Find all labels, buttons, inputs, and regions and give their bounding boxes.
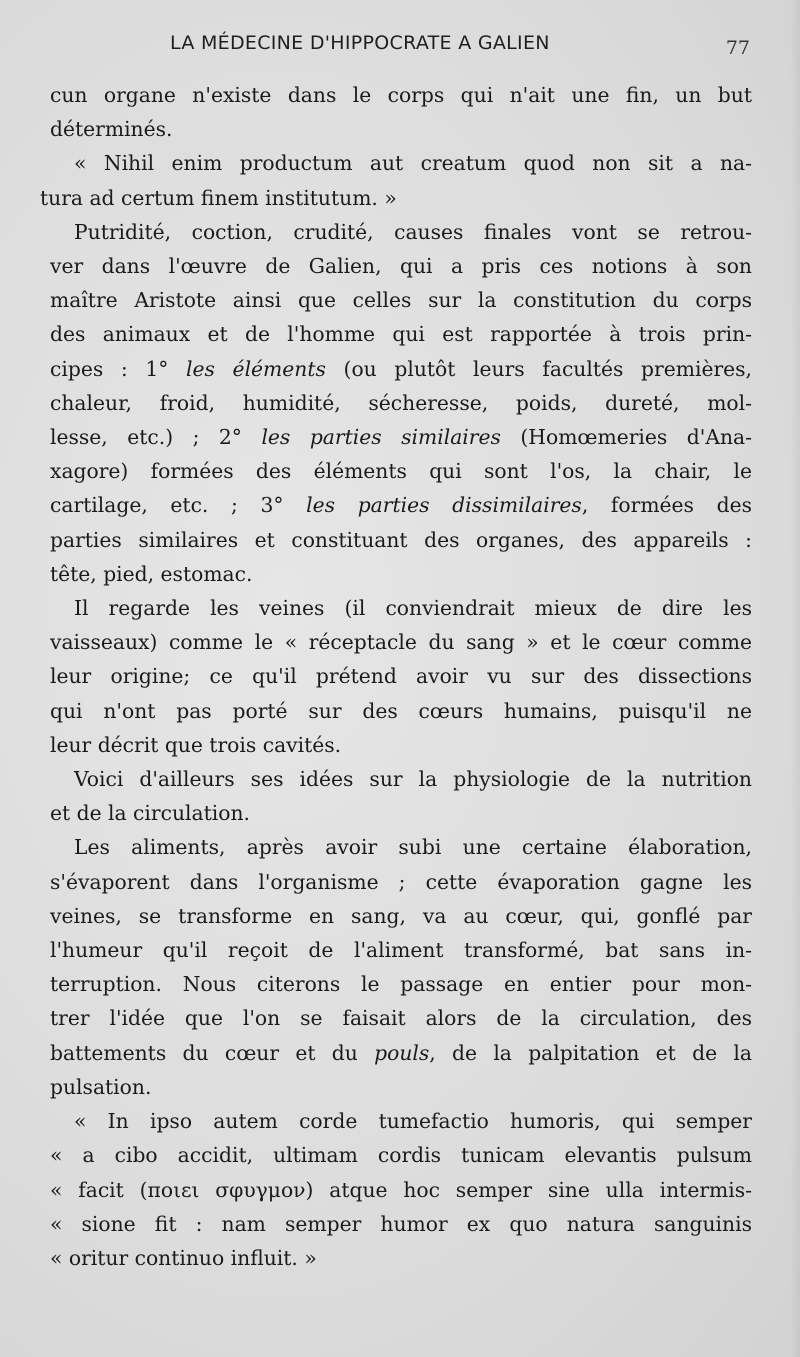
text-line: « In ipso autem corde tumefactio humoris, qui semper — [74, 1109, 752, 1134]
text-line: ver dans l'œuvre de Galien, qui a pris ces notions à son — [50, 254, 752, 279]
text-line: terruption. Nous citerons le passage en entier pour mon- — [50, 972, 752, 997]
text-line: trer l'idée que l'on se faisait alors de la circulation, des — [50, 1006, 752, 1031]
text-line: leur origine; ce qu'il prétend avoir vu sur des dissections — [50, 664, 752, 689]
text-line: « Nihil enim productum aut creatum quod non sit a na- — [74, 151, 752, 176]
text-line: veines, se transforme en sang, va au cœur, qui, gonflé par — [50, 903, 752, 928]
text-line: parties similaires et constituant des organes, des appareils : — [50, 527, 752, 552]
running-header — [170, 32, 770, 62]
text-line: « a cibo accidit, ultimam cordis tunicam elevantis pulsum — [50, 1143, 752, 1168]
text-line: vaisseaux) comme le « réceptacle du sang » et le cœur comme — [50, 630, 752, 655]
text-line: cartilage, etc. ; 3° les parties dissimilaires, formées des — [50, 493, 752, 518]
text-line: « sione fit : nam semper humor ex quo natura sanguinis — [50, 1211, 752, 1236]
text-line: Il regarde les veines (il conviendrait mieux de dire les — [74, 596, 752, 621]
text-line: et de la circulation. — [50, 801, 250, 826]
text-line: leur décrit que trois cavités. — [50, 732, 342, 757]
text-line: Les aliments, après avoir subi une certaine élaboration, — [74, 835, 752, 860]
text-line: tura ad certum finem institutum. » — [40, 185, 397, 210]
page-number: 77 — [725, 37, 750, 59]
text-line: tête, pied, estomac. — [50, 561, 253, 586]
body-text — [40, 78, 753, 1275]
text-line: qui n'ont pas porté sur des cœurs humains, puisqu'il ne — [50, 698, 752, 723]
text-line: lesse, etc.) ; 2° les parties similaires (Homœmeries d'Ana- — [50, 425, 753, 450]
text-line: « facit (ποιει σφυγμον) atque hoc semper sine ulla intermis- — [50, 1177, 752, 1202]
text-line: l'humeur qu'il reçoit de l'aliment transformé, bat sans in- — [50, 938, 752, 963]
text-line: battements du cœur et du pouls, de la palpitation et de la — [50, 1040, 752, 1065]
text-line: s'évaporent dans l'organisme ; cette évaporation gagne les — [50, 869, 752, 894]
text-line: Putridité, coction, crudité, causes finales vont se retrou- — [74, 219, 752, 244]
text-line: déterminés. — [50, 117, 173, 142]
text-line: des animaux et de l'homme qui est rapportée à trois prin- — [50, 322, 752, 347]
running-title: LA MÉDECINE D'HIPPOCRATE A GALIEN — [170, 32, 550, 54]
text-line: maître Aristote ainsi que celles sur la constitution du corps — [50, 288, 752, 313]
scan-edge-shadow — [790, 0, 800, 1357]
text-line: chaleur, froid, humidité, sécheresse, poids, dureté, mol- — [50, 390, 752, 415]
text-line: « oritur continuo influit. » — [50, 1245, 317, 1270]
text-line: xagore) formées des éléments qui sont l'os, la chair, le — [50, 459, 752, 484]
text-line: pulsation. — [50, 1074, 152, 1099]
text-line: cun organe n'existe dans le corps qui n'ait une fin, un but — [50, 83, 752, 107]
text-line: cipes : 1° les éléments (ou plutôt leurs facultés premières, — [50, 356, 752, 381]
text-line: Voici d'ailleurs ses idées sur la physiologie de la nutrition — [74, 767, 752, 792]
